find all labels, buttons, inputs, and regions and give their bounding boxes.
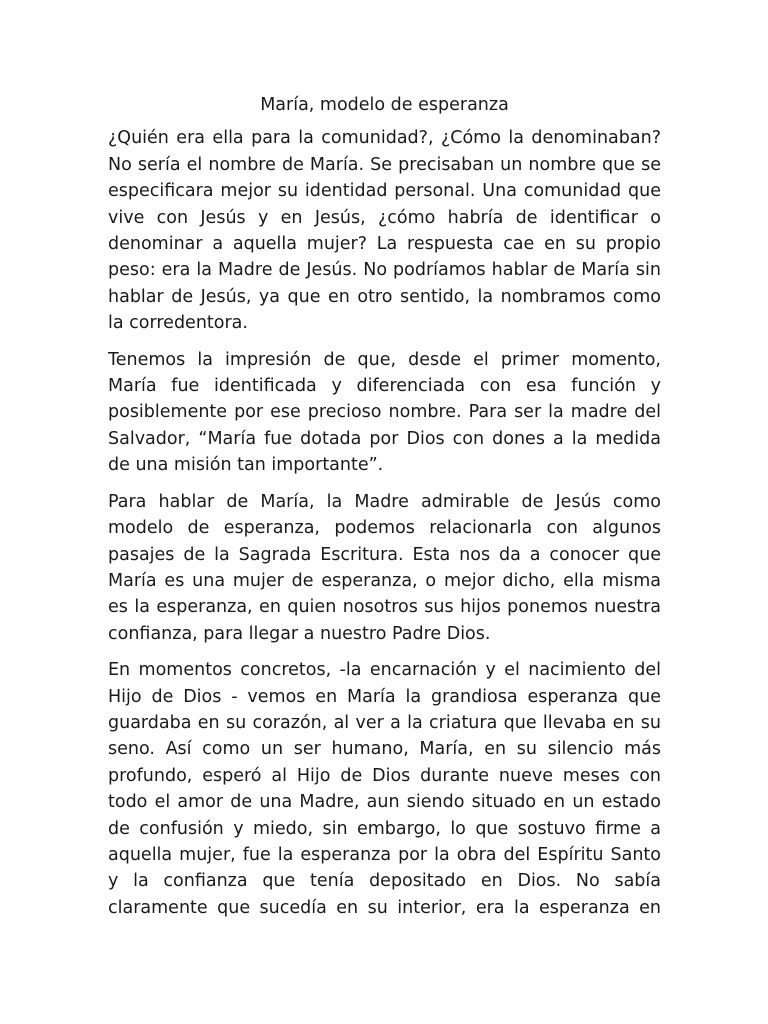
paragraph-1: ¿Quién era ella para la comunidad?, ¿Cómo la denominaban? No sería el nombre de María. Se precisaban un nombre que se especificara mejor su identidad personal. Una comunidad que vive con Jesús y en Jesús, ¿cómo habría de identificar o denominar a aquella mujer? La respuesta cae en su propio peso: era la Madre de Jesús. No podríamos hablar de María sin hablar de Jesús, ya que en otro sentido, la nombramos como la corredentora.: [108, 128, 661, 334]
paragraph-2: Tenemos la impresión de que, desde el primer momento, María fue identificada y diferenciada con esa función y posiblemente por ese precioso nombre. Para ser la madre del Salvador, “María fue dotada por Dios con dones a la medida de una misión tan importante”.: [108, 349, 661, 476]
paragraph-3: Para hablar de María, la Madre admirable de Jesús como modelo de esperanza, podemos relacionarla con algunos pasajes de la Sagrada Escritura. Esta nos da a conocer que María es una mujer de esperanza, o mejor dicho, ella misma es la esperanza, en quien nosotros sus hijos ponemos nuestra confianza, para llegar a nuestro Padre Dios.: [108, 491, 661, 644]
paragraph-4: En momentos concretos, -la encarnación y el nacimiento del Hijo de Dios - vemos en María la grandiosa esperanza que guardaba en su corazón, al ver a la criatura que llevaba en su seno. Así como un ser humano, María, en su silencio más profundo, esperó al Hijo de Dios durante nueve meses con todo el amor de una Madre, aun siendo situado en un estado de confusión y miedo, sin embargo, lo que sostuvo firme a aquella mujer, fue la esperanza por la obra del Espíritu Santo y la confianza que tenía depositado en Dios. No sabía claramente que sucedía en su interior, era la esperanza en: [108, 660, 661, 918]
document-title: María, modelo de esperanza: [260, 95, 509, 115]
document-body: [108, 92, 661, 931]
